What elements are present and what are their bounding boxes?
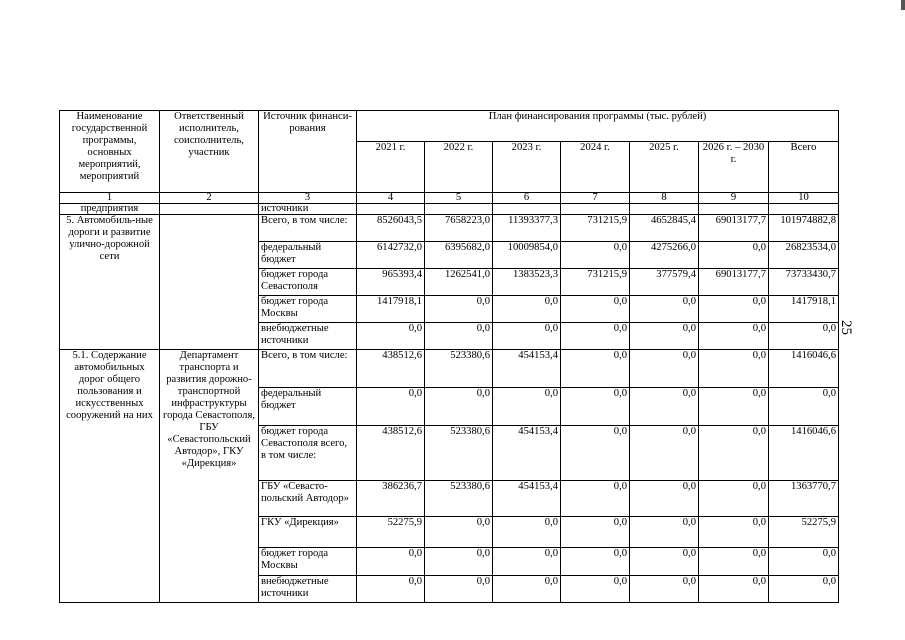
value-cell: 6142732,0 (357, 242, 425, 269)
value-cell: 454153,4 (493, 481, 561, 517)
value-cell: 7658223,0 (425, 215, 493, 242)
value-cell: 523380,6 (425, 426, 493, 481)
column-number: 4 (357, 193, 425, 204)
value-total: 26823534,0 (769, 242, 839, 269)
funding-source: федеральный бюджет (259, 242, 357, 269)
continuation-cell (425, 204, 493, 215)
continuation-cell (630, 204, 699, 215)
value-cell: 0,0 (493, 576, 561, 603)
value-cell: 0,0 (425, 517, 493, 548)
value-cell: 8526043,5 (357, 215, 425, 242)
funding-source: бюджет города Севастополя всего, в том числе: (259, 426, 357, 481)
value-cell: 0,0 (699, 323, 769, 350)
value-cell: 11393377,3 (493, 215, 561, 242)
column-number: 2 (160, 193, 259, 204)
header-year: 2026 г. – 2030 г. (699, 142, 769, 193)
funding-source: Всего, в том числе: (259, 350, 357, 388)
value-total: 1416046,6 (769, 426, 839, 481)
column-number: 10 (769, 193, 839, 204)
continuation-cell (561, 204, 630, 215)
value-cell: 0,0 (493, 296, 561, 323)
value-cell: 0,0 (357, 388, 425, 426)
value-cell: 0,0 (561, 548, 630, 576)
value-cell: 386236,7 (357, 481, 425, 517)
value-cell: 0,0 (699, 517, 769, 548)
value-cell: 69013177,7 (699, 269, 769, 296)
value-cell: 0,0 (561, 350, 630, 388)
value-total: 73733430,7 (769, 269, 839, 296)
continuation-name: предприятия (60, 204, 160, 215)
column-number: 8 (630, 193, 699, 204)
value-cell: 0,0 (561, 576, 630, 603)
column-number: 1 (60, 193, 160, 204)
funding-source: внебюджетные источники (259, 576, 357, 603)
value-cell: 69013177,7 (699, 215, 769, 242)
column-number: 5 (425, 193, 493, 204)
value-cell: 0,0 (493, 323, 561, 350)
value-cell: 0,0 (493, 548, 561, 576)
value-cell: 10009854,0 (493, 242, 561, 269)
value-cell: 0,0 (699, 388, 769, 426)
value-total: 101974882,8 (769, 215, 839, 242)
header-col-name: Наименование государственной программы, основных мероприятий, мероприятий (60, 111, 160, 193)
value-cell: 0,0 (561, 517, 630, 548)
column-number: 6 (493, 193, 561, 204)
value-total: 0,0 (769, 548, 839, 576)
value-cell: 0,0 (699, 481, 769, 517)
value-cell: 0,0 (630, 323, 699, 350)
section-5 (60, 215, 839, 350)
value-cell: 377579,4 (630, 269, 699, 296)
value-cell: 0,0 (630, 481, 699, 517)
value-cell: 0,0 (561, 323, 630, 350)
continuation-cell (493, 204, 561, 215)
value-cell: 1383523,3 (493, 269, 561, 296)
responsible-executor (160, 215, 259, 350)
value-cell: 4652845,4 (630, 215, 699, 242)
value-total: 0,0 (769, 388, 839, 426)
value-cell: 0,0 (699, 426, 769, 481)
header-col-responsible: Ответственный исполнитель, соисполнитель, участник (160, 111, 259, 193)
value-cell: 1262541,0 (425, 269, 493, 296)
value-cell: 6395682,0 (425, 242, 493, 269)
value-cell: 0,0 (699, 576, 769, 603)
value-cell: 0,0 (425, 323, 493, 350)
value-cell: 0,0 (493, 388, 561, 426)
value-cell: 0,0 (425, 548, 493, 576)
header-year: 2021 г. (357, 142, 425, 193)
value-cell: 0,0 (561, 426, 630, 481)
header-year: 2024 г. (561, 142, 630, 193)
value-cell: 454153,4 (493, 350, 561, 388)
value-cell: 0,0 (425, 296, 493, 323)
funding-source: федеральный бюджет (259, 388, 357, 426)
value-cell: 454153,4 (493, 426, 561, 481)
table-row (60, 350, 839, 388)
value-cell: 0,0 (699, 296, 769, 323)
value-cell: 0,0 (561, 481, 630, 517)
value-cell: 0,0 (493, 517, 561, 548)
value-cell: 523380,6 (425, 350, 493, 388)
header-col-source: Источник финанси-рования (259, 111, 357, 193)
value-cell: 0,0 (630, 548, 699, 576)
corner-mark (901, 0, 905, 10)
value-cell: 0,0 (630, 426, 699, 481)
header-year: 2022 г. (425, 142, 493, 193)
funding-source: ГБУ «Севасто-польский Автодор» (259, 481, 357, 517)
section-5-1 (60, 350, 839, 603)
column-number: 9 (699, 193, 769, 204)
value-cell: 0,0 (561, 296, 630, 323)
value-cell: 438512,6 (357, 426, 425, 481)
header-year: 2025 г. (630, 142, 699, 193)
value-total: 1416046,6 (769, 350, 839, 388)
header-year: 2023 г. (493, 142, 561, 193)
page-number: 25 (838, 320, 854, 335)
funding-source: Всего, в том числе: (259, 215, 357, 242)
continuation-responsible (160, 204, 259, 215)
measure-name: 5.1. Содержание автомобильных дорог общего пользования и искусственных сооружений на них (60, 350, 160, 603)
measure-name: 5. Автомобиль-ные дороги и развитие улично-дорожной сети (60, 215, 160, 350)
column-number: 3 (259, 193, 357, 204)
value-cell: 1417918,1 (357, 296, 425, 323)
value-cell: 0,0 (561, 388, 630, 426)
value-total: 0,0 (769, 323, 839, 350)
value-total: 0,0 (769, 576, 839, 603)
value-cell: 523380,6 (425, 481, 493, 517)
value-cell: 0,0 (357, 576, 425, 603)
value-cell: 438512,6 (357, 350, 425, 388)
value-total: 1363770,7 (769, 481, 839, 517)
funding-source: бюджет города Москвы (259, 296, 357, 323)
value-cell: 0,0 (630, 296, 699, 323)
continuation-cell (769, 204, 839, 215)
value-cell: 0,0 (357, 548, 425, 576)
financing-table (59, 110, 839, 603)
value-cell: 731215,9 (561, 269, 630, 296)
header-plan: План финансирования программы (тыс. рублей) (357, 111, 839, 142)
value-cell: 0,0 (630, 350, 699, 388)
value-total: 52275,9 (769, 517, 839, 548)
funding-source: ГКУ «Дирекция» (259, 517, 357, 548)
value-cell: 0,0 (630, 576, 699, 603)
header-total: Всего (769, 142, 839, 193)
value-total: 1417918,1 (769, 296, 839, 323)
value-cell: 965393,4 (357, 269, 425, 296)
funding-source: бюджет города Москвы (259, 548, 357, 576)
continuation-cell (357, 204, 425, 215)
value-cell: 0,0 (630, 517, 699, 548)
value-cell: 731215,9 (561, 215, 630, 242)
value-cell: 0,0 (699, 548, 769, 576)
value-cell: 52275,9 (357, 517, 425, 548)
table-row (60, 215, 839, 242)
value-cell: 0,0 (561, 242, 630, 269)
value-cell: 4275266,0 (630, 242, 699, 269)
continuation-source: источники (259, 204, 357, 215)
value-cell: 0,0 (425, 576, 493, 603)
column-number: 7 (561, 193, 630, 204)
responsible-executor: Департамент транспорта и развития дорожно-транспортной инфраструктуры города Севастополя, ГБУ «Севастопольский Автодор», ГКУ «Дирекция» (160, 350, 259, 603)
continuation-cell (699, 204, 769, 215)
value-cell: 0,0 (699, 242, 769, 269)
value-cell: 0,0 (357, 323, 425, 350)
funding-source: бюджет города Севастополя (259, 269, 357, 296)
value-cell: 0,0 (630, 388, 699, 426)
value-cell: 0,0 (699, 350, 769, 388)
funding-source: внебюджетные источники (259, 323, 357, 350)
value-cell: 0,0 (425, 388, 493, 426)
